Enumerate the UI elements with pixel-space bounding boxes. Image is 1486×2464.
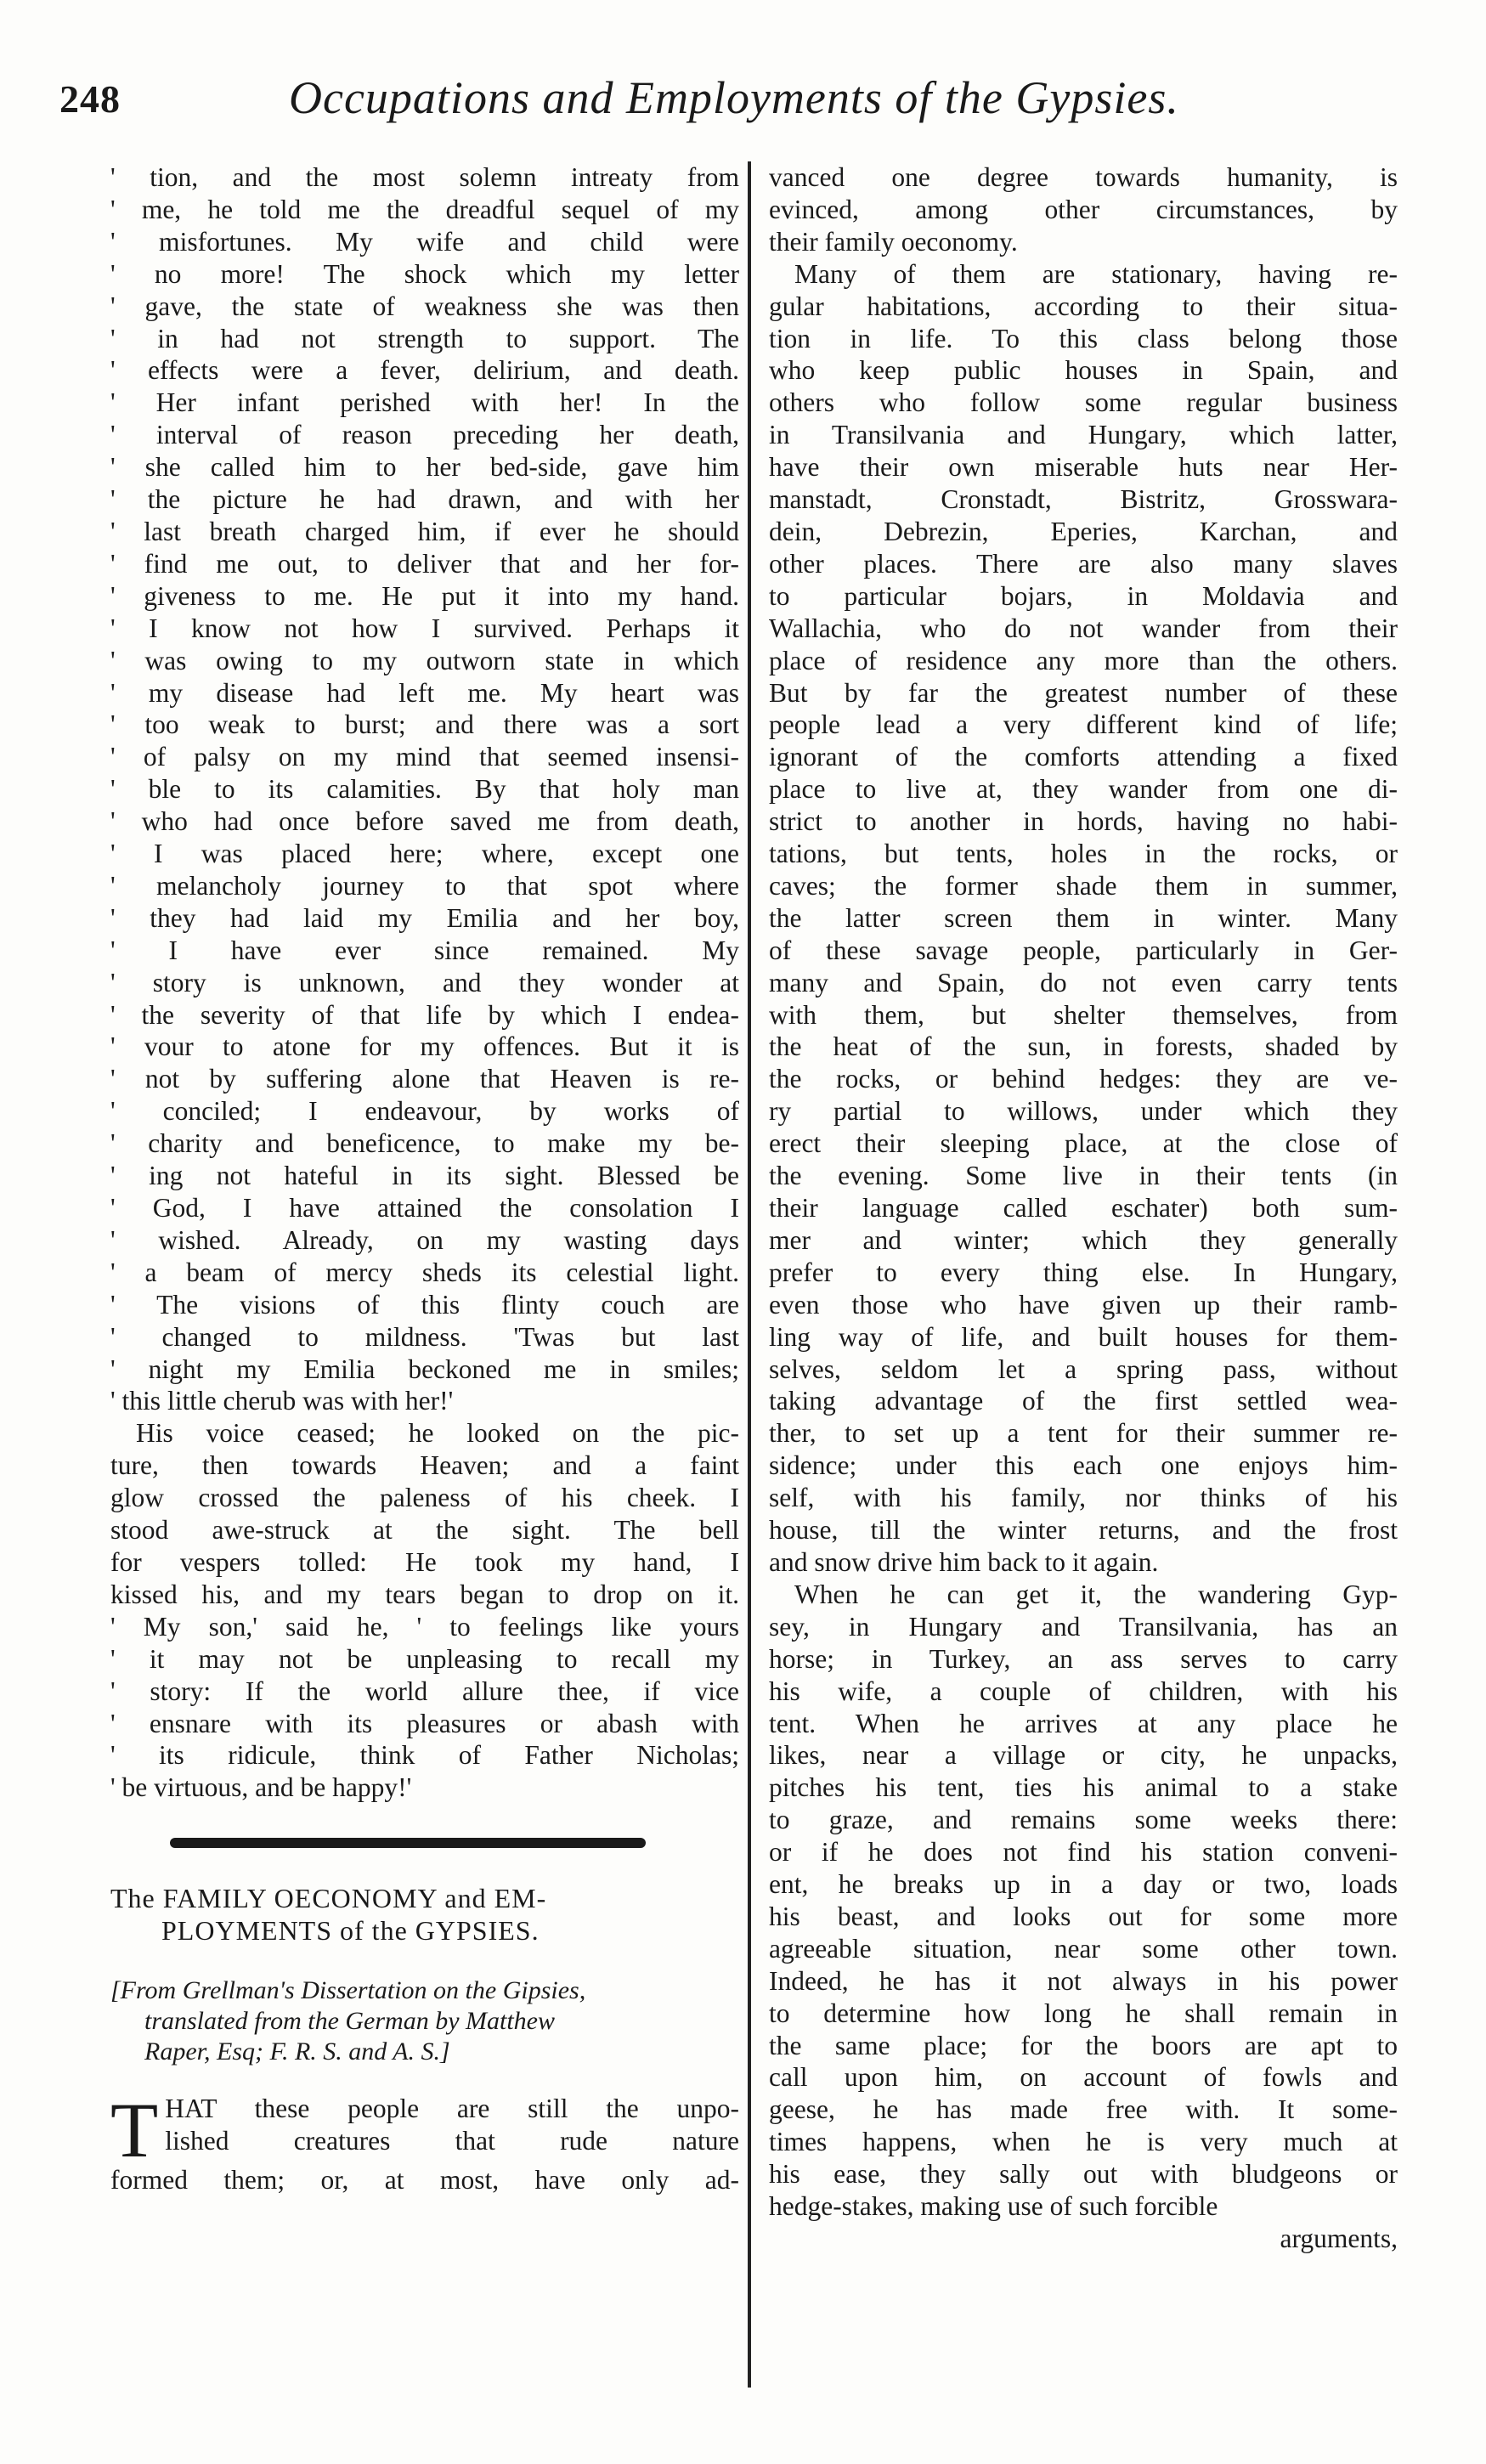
left-paragraph-2 bbox=[110, 1417, 739, 1804]
text-line: the heat of the sun, in forests, shaded by bbox=[769, 1031, 1398, 1062]
text-line: ' ing not hateful in its sight. Blessed be bbox=[110, 1161, 739, 1191]
text-line: ry partial to willows, under which they bbox=[769, 1096, 1398, 1127]
text-line: ling way of life, and built houses for them- bbox=[769, 1321, 1398, 1352]
text-line: ' too weak to burst; and there was a sort bbox=[110, 709, 739, 740]
right-paragraph-2 bbox=[769, 258, 1398, 1579]
text-line: their family oeconomy. bbox=[769, 226, 1018, 257]
text-line: strict to another in hords, having no habi- bbox=[769, 806, 1398, 837]
text-line: ' no more! The shock which my letter bbox=[110, 258, 739, 289]
text-line: ' be virtuous, and be happy!' bbox=[110, 1772, 412, 1803]
text-line: have their own miserable huts near Her- bbox=[769, 452, 1398, 483]
text-line: ' last breath charged him, if ever he should bbox=[110, 516, 739, 546]
opening-line-3: formed them; or, at most, have only ad- bbox=[110, 2165, 739, 2196]
text-line: many and Spain, do not even carry tents bbox=[769, 967, 1398, 997]
text-line: ' the picture he had drawn, and with her bbox=[110, 484, 739, 515]
text-line: prefer to every thing else. In Hungary, bbox=[769, 1257, 1398, 1287]
text-line: with them, but shelter themselves, from bbox=[769, 999, 1398, 1030]
article-opening-paragraph bbox=[110, 2087, 739, 2196]
text-line: ' Her infant perished with her! In the bbox=[110, 387, 739, 418]
text-line: kissed his, and my tears began to drop on it. bbox=[110, 1579, 739, 1609]
text-line: ' My son,' said he, ' to feelings like yours bbox=[110, 1611, 739, 1642]
text-line: to graze, and remains some weeks there: bbox=[769, 1805, 1398, 1835]
text-line: sey, in Hungary and Transilvania, has an bbox=[769, 1611, 1398, 1642]
text-line: of these savage people, particularly in Ger- bbox=[769, 935, 1398, 965]
text-line: ' misfortunes. My wife and child were bbox=[110, 226, 739, 257]
text-line: ' not by suffering alone that Heaven is re- bbox=[110, 1064, 739, 1094]
text-line: call upon him, on account of fowls and bbox=[769, 2062, 1398, 2093]
text-line: ' night my Emilia beckoned me in smiles; bbox=[110, 1354, 739, 1384]
source-line-3: Raper, Esq; F. R. S. and A. S.] bbox=[144, 2037, 450, 2066]
text-line: ' changed to mildness. 'Twas but last bbox=[110, 1321, 739, 1352]
text-line: ' interval of reason preceding her death, bbox=[110, 420, 739, 450]
text-line: Indeed, he has it not always in his power bbox=[769, 1965, 1398, 1996]
text-line: ' it may not be unpleasing to recall my bbox=[110, 1643, 739, 1674]
article-source-note bbox=[110, 1975, 739, 2067]
text-line: tations, but tents, holes in the rocks, or bbox=[769, 839, 1398, 869]
text-line: gular habitations, according to their situa- bbox=[769, 291, 1398, 321]
right-paragraph-1 bbox=[769, 161, 1398, 258]
text-line: ' wished. Already, on my wasting days bbox=[110, 1224, 739, 1255]
text-line: evinced, among other circumstances, by bbox=[769, 194, 1398, 224]
text-line: His voice ceased; he looked on the pic- bbox=[136, 1418, 739, 1449]
text-line: for vespers tolled: He took my hand, I bbox=[110, 1546, 739, 1577]
text-line: ' ble to its calamities. By that holy man bbox=[110, 774, 739, 805]
text-line: tion in life. To this class belong those bbox=[769, 323, 1398, 353]
running-title: Occupations and Employments of the Gypsies. bbox=[289, 72, 1179, 123]
text-line: ' me, he told me the dreadful sequel of my bbox=[110, 194, 739, 224]
text-line: others who follow some regular business bbox=[769, 387, 1398, 418]
text-line: ' I know not how I survived. Perhaps it bbox=[110, 613, 739, 643]
text-line: ' who had once before saved me from death, bbox=[110, 806, 739, 837]
text-line: ' a beam of mercy sheds its celestial light. bbox=[110, 1257, 739, 1287]
text-line: to particular bojars, in Moldavia and bbox=[769, 580, 1398, 611]
left-column bbox=[110, 161, 739, 2196]
text-line: to determine how long he shall remain in bbox=[769, 1998, 1398, 2028]
text-line: hedge-stakes, making use of such forcible bbox=[769, 2191, 1218, 2222]
section-divider-rule bbox=[170, 1838, 646, 1848]
article-title bbox=[110, 1882, 739, 1947]
text-line: his ease, they sally out with bludgeons or bbox=[769, 2159, 1398, 2190]
text-line: ' charity and beneficence, to make my be- bbox=[110, 1128, 739, 1159]
text-line: ' God, I have attained the consolation I bbox=[110, 1193, 739, 1223]
text-line: ' melancholy journey to that spot where bbox=[110, 870, 739, 901]
text-line: the evening. Some live in their tents (in bbox=[769, 1161, 1398, 1191]
text-line: horse; in Turkey, an ass serves to carry bbox=[769, 1643, 1398, 1674]
text-line: his beast, and looks out for some more bbox=[769, 1901, 1398, 1931]
text-line: in Transilvania and Hungary, which latter, bbox=[769, 420, 1398, 450]
article-title-line-1: The FAMILY OECONOMY and EM- bbox=[110, 1883, 547, 1914]
text-line: Wallachia, who do not wander from their bbox=[769, 613, 1398, 643]
text-line: glow crossed the paleness of his cheek. I bbox=[110, 1483, 739, 1513]
text-line: ' The visions of this flinty couch are bbox=[110, 1289, 739, 1320]
text-line: times happens, when he is very much at bbox=[769, 2127, 1398, 2157]
text-line: ' gave, the state of weakness she was then bbox=[110, 291, 739, 321]
text-line: house, till the winter returns, and the frost bbox=[769, 1515, 1398, 1546]
text-line: and snow drive him back to it again. bbox=[769, 1546, 1159, 1577]
text-line: stood awe-struck at the sight. The bell bbox=[110, 1515, 739, 1546]
drop-cap-letter: T bbox=[110, 2087, 159, 2174]
text-line: ' my disease had left me. My heart was bbox=[110, 677, 739, 708]
text-line: ' I have ever since remained. My bbox=[110, 935, 739, 965]
text-line: ' was owing to my outworn state in which bbox=[110, 645, 739, 675]
text-line: even those who have given up their ramb- bbox=[769, 1289, 1398, 1320]
text-line: pitches his tent, ties his animal to a stake bbox=[769, 1772, 1398, 1803]
text-line: ' the severity of that life by which I endea- bbox=[110, 999, 739, 1030]
text-line: likes, near a village or city, he unpacks, bbox=[769, 1740, 1398, 1771]
text-line: ignorant of the comforts attending a fixed bbox=[769, 742, 1398, 772]
opening-line-2: lished creatures that rude nature bbox=[165, 2126, 739, 2156]
text-line: their language called eschater) both sum- bbox=[769, 1193, 1398, 1223]
text-line: ' this little cherub was with her!' bbox=[110, 1386, 454, 1416]
text-line: other places. There are also many slaves bbox=[769, 548, 1398, 579]
text-line: dein, Debrezin, Eperies, Karchan, and bbox=[769, 516, 1398, 546]
text-line: selves, seldom let a spring pass, without bbox=[769, 1354, 1398, 1384]
text-line: people lead a very different kind of life; bbox=[769, 709, 1398, 740]
text-line: ' ensnare with its pleasures or abash with bbox=[110, 1708, 739, 1738]
opening-line-1: HAT these people are still the unpo- bbox=[165, 2094, 739, 2124]
text-line: ' its ridicule, think of Father Nicholas; bbox=[110, 1740, 739, 1771]
text-line: the same place; for the boors are apt to bbox=[769, 2030, 1398, 2060]
text-line: ' vour to atone for my offences. But it is bbox=[110, 1031, 739, 1062]
text-line: sidence; under this each one enjoys him- bbox=[769, 1450, 1398, 1481]
text-line: ' effects were a fever, delirium, and death. bbox=[110, 355, 739, 386]
text-line: ther, to set up a tent for their summer re- bbox=[769, 1418, 1398, 1449]
source-line-1: [From Grellman's Dissertation on the Gipsies, bbox=[110, 1976, 586, 2005]
text-line: vanced one degree towards humanity, is bbox=[769, 162, 1398, 192]
text-line: or if he does not find his station conveni- bbox=[769, 1837, 1398, 1868]
text-line: taking advantage of the first settled wea- bbox=[769, 1386, 1398, 1416]
text-line: ' giveness to me. He put it into my hand. bbox=[110, 580, 739, 611]
text-line: ' find me out, to deliver that and her for- bbox=[110, 548, 739, 579]
column-divider bbox=[748, 161, 751, 2388]
text-line: Many of them are stationary, having re- bbox=[794, 258, 1398, 289]
text-line: ent, he breaks up in a day or two, loads bbox=[769, 1869, 1398, 1900]
left-paragraph-1 bbox=[110, 161, 739, 1417]
text-line: his wife, a couple of children, with his bbox=[769, 1676, 1398, 1706]
text-line: ' in had not strength to support. The bbox=[110, 323, 739, 353]
source-line-2: translated from the German by Matthew bbox=[144, 2007, 556, 2036]
text-line: caves; the former shade them in summer, bbox=[769, 870, 1398, 901]
text-line: geese, he has made free with. It some- bbox=[769, 2094, 1398, 2125]
text-line: ' I was placed here; where, except one bbox=[110, 839, 739, 869]
text-line: manstadt, Cronstadt, Bistritz, Grosswara- bbox=[769, 484, 1398, 515]
text-line: ' of palsy on my mind that seemed insensi- bbox=[110, 742, 739, 772]
text-line: ' story: If the world allure thee, if vice bbox=[110, 1676, 739, 1706]
text-line: tent. When he arrives at any place he bbox=[769, 1708, 1398, 1738]
text-line: ' story is unknown, and they wonder at bbox=[110, 967, 739, 997]
right-paragraph-3 bbox=[769, 1579, 1398, 2223]
text-line: who keep public houses in Spain, and bbox=[769, 355, 1398, 386]
article-title-line-2: PLOYMENTS of the GYPSIES. bbox=[161, 1915, 540, 1947]
page-header bbox=[59, 68, 1385, 136]
text-line: mer and winter; which they generally bbox=[769, 1224, 1398, 1255]
text-line: agreeable situation, near some other town. bbox=[769, 1933, 1398, 1964]
page-number: 248 bbox=[59, 77, 121, 121]
catchword: arguments, bbox=[1280, 2224, 1398, 2253]
text-line: ' she called him to her bed-side, gave him bbox=[110, 452, 739, 483]
text-line: the rocks, or behind hedges: they are ve- bbox=[769, 1064, 1398, 1094]
text-line: place to live at, they wander from one di- bbox=[769, 774, 1398, 805]
text-line: place of residence any more than the others. bbox=[769, 645, 1398, 675]
text-line: ' conciled; I endeavour, by works of bbox=[110, 1096, 739, 1127]
text-line: self, with his family, nor thinks of his bbox=[769, 1483, 1398, 1513]
text-line: the latter screen them in winter. Many bbox=[769, 902, 1398, 933]
text-line: erect their sleeping place, at the close of bbox=[769, 1128, 1398, 1159]
text-line: When he can get it, the wandering Gyp- bbox=[794, 1579, 1398, 1609]
text-line: ' they had laid my Emilia and her boy, bbox=[110, 902, 739, 933]
text-line: ture, then towards Heaven; and a faint bbox=[110, 1450, 739, 1481]
text-line: ' tion, and the most solemn intreaty from bbox=[110, 162, 739, 192]
text-line: But by far the greatest number of these bbox=[769, 677, 1398, 708]
right-column bbox=[769, 161, 1398, 2255]
